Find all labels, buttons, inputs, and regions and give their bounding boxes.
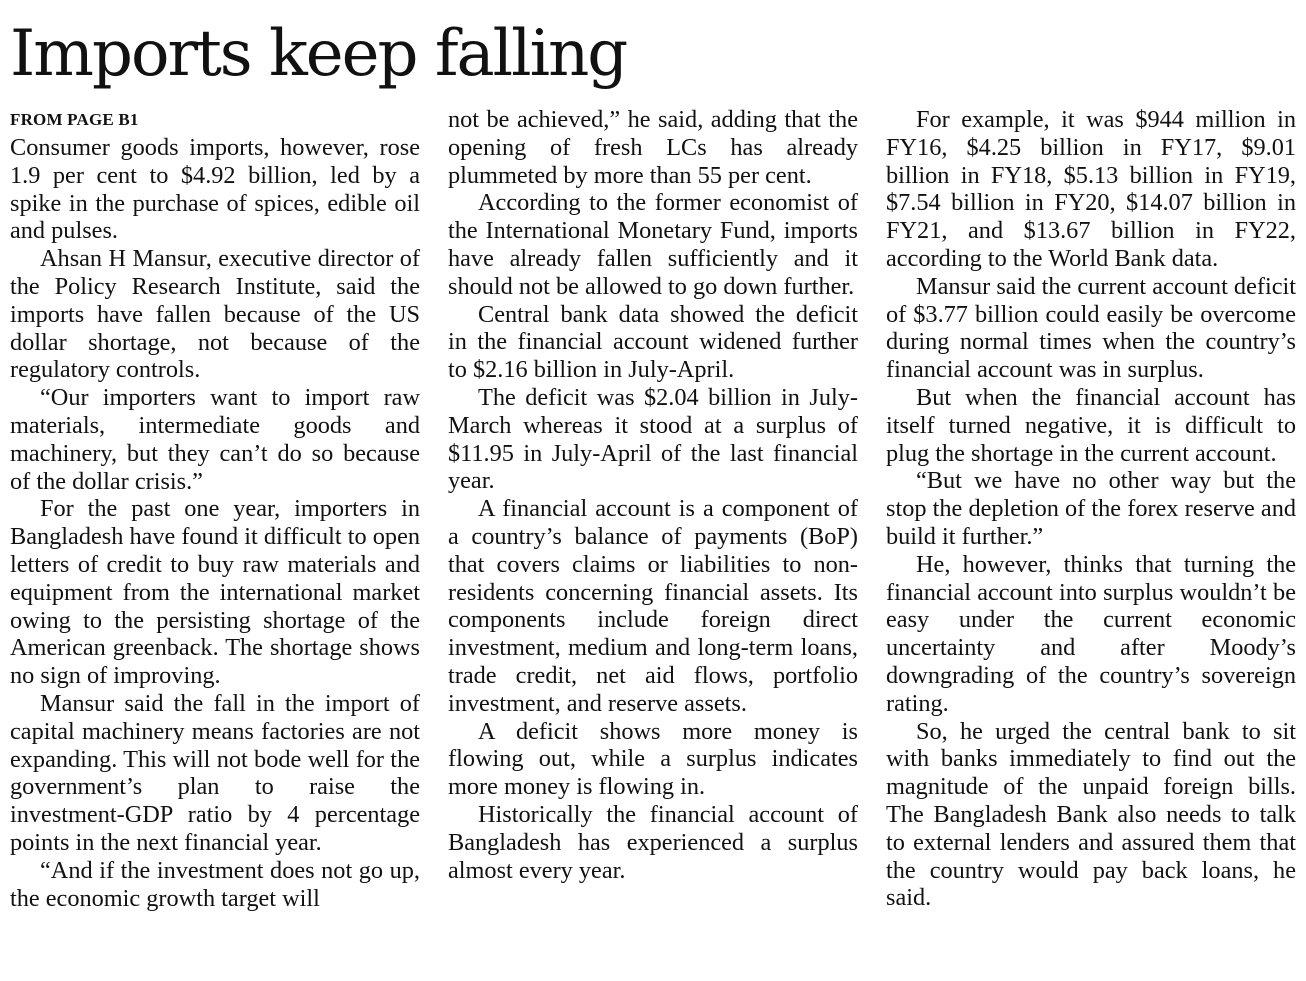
paragraph: The deficit was $2.04 billion in July-March whereas it stood at a surplus of $11.95 in July-April of the last financial year. [448,383,858,495]
paragraph: According to the former economist of the International Monetary Fund, imports have already fallen sufficiently and it should not be allowed to go down further. [448,189,858,300]
paragraph: He, however, thinks that turning the financial account into surplus wouldn’t be easy under the current economic uncertainty and after Moody’s downgrading of the country’s sovereign rating. [886,550,1296,717]
article-column-2 [448,106,858,884]
paragraph: So, he urged the central bank to sit with banks immediately to find out the magnitude of the unpaid foreign bills. The Bangladesh Bank also needs to talk to external lenders and assured them that the country would pay back loans, he said. [886,717,1296,912]
paragraph: For example, it was $944 million in FY16, $4.25 billion in FY17, $9.01 billion in FY18, $5.13 billion in FY19, $7.54 billion in FY20, $14.07 billion in FY21, and $13.67 billion in FY22, according to the World Bank data. [886,106,1296,272]
paragraph: A financial account is a component of a country’s balance of payments (BoP) that covers claims or liabilities to non-residents concerning financial assets. Its components include foreign direct investment, medium and long-term loans, trade credit, net aid flows, portfolio investment, and reserve assets. [448,495,858,717]
paragraph-continuation: not be achieved,” he said, adding that the opening of fresh LCs has already plummeted by more than 55 per cent. [448,106,858,189]
paragraph: Mansur said the current account deficit of $3.77 billion could easily be overcome during normal times when the country’s financial account was in surplus. [886,272,1296,384]
paragraph: Consumer goods imports, however, rose 1.9 per cent to $4.92 billion, led by a spike in the purchase of spices, edible oil and pulses. [10,134,420,245]
paragraph: A deficit shows more money is flowing out, while a surplus indicates more money is flowing in. [448,717,858,801]
paragraph: But when the financial account has itself turned negative, it is difficult to plug the shortage in the current account. [886,383,1296,467]
headline: Imports keep falling [10,17,627,91]
paragraph: For the past one year, importers in Bangladesh have found it difficult to open letters of credit to buy raw materials and equipment from the international market owing to the persisting shortage of the American greenback. The shortage shows no sign of improving. [10,495,420,690]
paragraph: “But we have no other way but the stop the depletion of the forex reserve and build it further.” [886,467,1296,550]
article-column-3 [886,106,1296,912]
article-column-1 [10,106,420,912]
paragraph: Historically the financial account of Bangladesh has experienced a surplus almost every year. [448,800,858,884]
paragraph: Ahsan H Mansur, executive director of the Policy Research Institute, said the imports have fallen because of the US dollar shortage, not because of the regulatory controls. [10,245,420,384]
paragraph: “And if the investment does not go up, the economic growth target will [10,856,420,912]
paragraph: Central bank data showed the deficit in the financial account widened further to $2.16 billion in July-April. [448,300,858,384]
kicker-from-page: FROM PAGE B1 [10,110,139,129]
paragraph: “Our importers want to import raw materials, intermediate goods and machinery, but they can’t do so because of the dollar crisis.” [10,384,420,495]
paragraph: Mansur said the fall in the import of capital machinery means factories are not expanding. This will not bode well for the government’s plan to raise the investment-GDP ratio by 4 percentage points in the next financial year. [10,689,420,856]
